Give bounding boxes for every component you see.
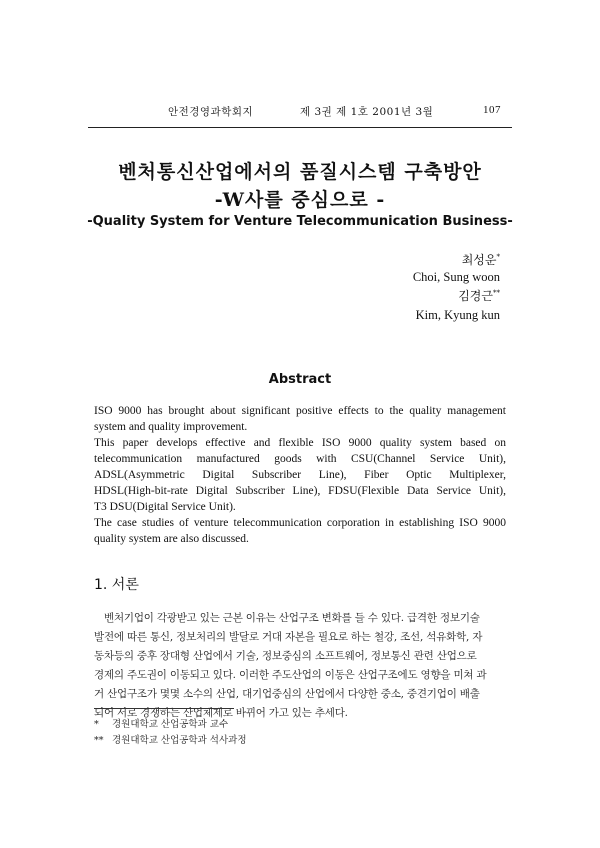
author2-korean: 김경근** [458,289,500,303]
abstract-line: The case studies of venture telecommunication corporation in establishing ISO 9000 [94,517,506,529]
footnote-rule [94,708,234,709]
title-korean-line1: 벤처통신산업에서의 품질시스템 구축방안 [118,161,482,183]
footnote-2: ** 경원대학교 산업공학과 석사과정 [94,735,247,746]
abstract-line: This paper develops effective and flexible ISO 9000 quality system based on [94,437,506,449]
author1-korean: 최성운* [461,253,500,267]
abstract-line: ISO 9000 has brought about significant positive effects to the quality management [94,405,506,417]
abstract-line: quality system are also discussed. [94,533,249,545]
abstract-line: telecommunication manufactured goods with CSU(Channel Service Unit), [94,453,506,465]
issue-info: 제 3권 제 1호 2001년 3월 [300,106,434,118]
body-line: 경제의 주도권이 이동되고 있다. 이러한 주도산업의 이동은 산업구조에도 영향을 미쳐 과 [94,669,487,681]
abstract-line: system and quality improvement. [94,421,248,433]
abstract-line: HDSL(High-bit-rate Digital Subscriber Line), FDSU(Flexible Data Service Unit), [94,485,506,497]
abstract-line: T3 DSU(Digital Service Unit). [94,501,236,513]
title-english: -Quality System for Venture Telecommunication Business- [87,214,513,229]
section-heading: 1. 서론 [94,577,139,593]
body-line: 발전에 따른 통신, 정보처리의 발달로 거대 자본을 필요로 하는 철강, 조선, 석유화학, 자 [94,631,483,643]
footnote-1: * 경원대학교 산업공학과 교수 [94,719,229,730]
body-line: 되어 서로 경쟁하는 산업체제로 바뀌어 가고 있는 추세다. [94,707,348,719]
journal-name: 안전경영과학회지 [168,106,254,118]
author2-english: Kim, Kyung kun [415,308,500,322]
abstract-line: ADSL(Asymmetric Digital Subscriber Line), Fiber Optic Multiplexer, [94,469,506,481]
page-number: 107 [483,104,501,116]
author1-english: Choi, Sung woon [412,270,500,284]
title-korean-line2: -W사를 중심으로 - [214,189,386,211]
body-line: 벤처기업이 각광받고 있는 근본 이유는 산업구조 변화를 들 수 있다. 급격한 정보기술 [104,612,480,624]
header-rule [88,127,512,128]
body-line: 동차등의 중후 장대형 산업에서 기술, 정보중심의 소프트웨어, 정보통신 관련 산업으로 [94,650,477,662]
abstract-heading: Abstract [268,372,332,387]
body-line: 거 산업구조가 몇몇 소수의 산업, 대기업중심의 산업에서 다양한 중소, 중견기업이 배출 [94,688,480,700]
